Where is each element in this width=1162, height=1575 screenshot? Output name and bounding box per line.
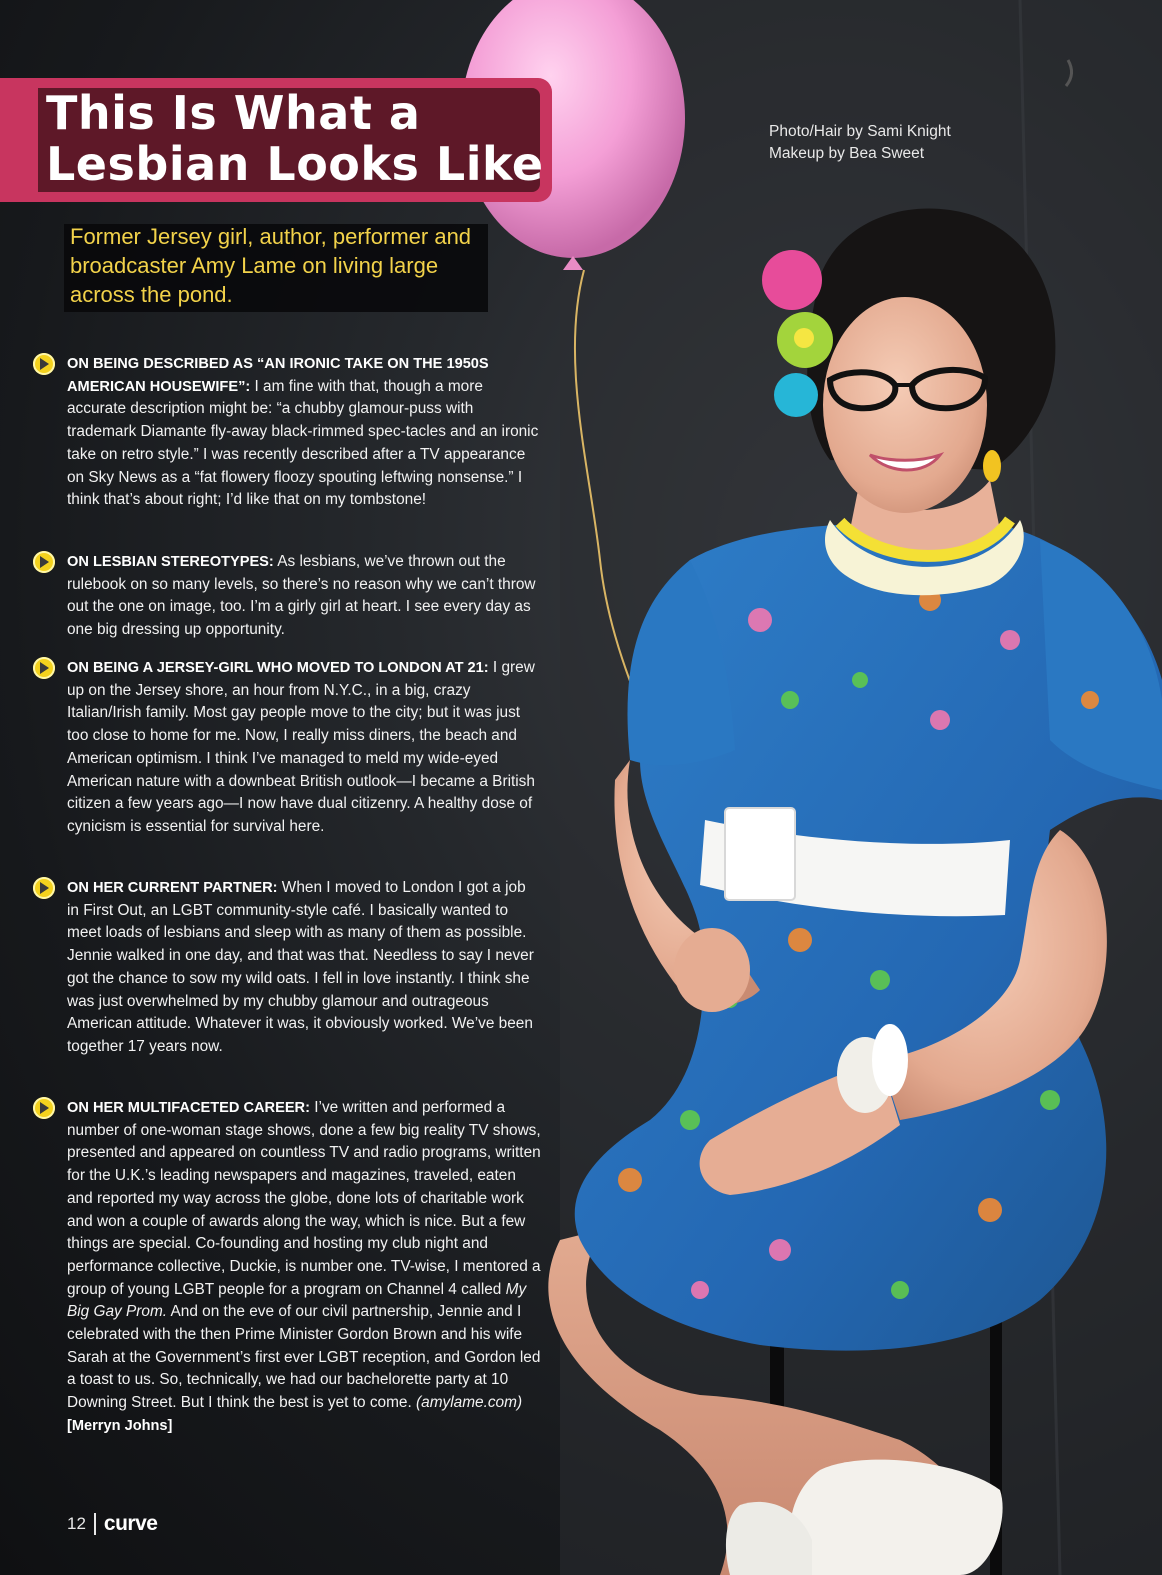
bullet-arrow-icon <box>33 353 55 375</box>
page-footer <box>67 1512 157 1536</box>
article-section-housewife <box>67 353 541 512</box>
section-lead: ON HER MULTIFACETED CAREER: <box>67 1100 310 1116</box>
byline: [Merryn Johns] <box>67 1417 173 1434</box>
website-link[interactable]: (amylame.com) <box>416 1394 523 1412</box>
deck-text: Former Jersey girl, author, performer and broadcaster Amy Lame on living large across the pond. <box>70 224 472 307</box>
section-lead: ON HER CURRENT PARTNER: <box>67 880 278 896</box>
magazine-name: curve <box>103 1512 158 1535</box>
article-section-jersey <box>67 657 541 839</box>
section-lead: ON BEING DESCRIBED AS “AN IRONIC TAKE ON THE 1950S AMERICAN HOUSEWIFE”: <box>67 356 489 395</box>
section-paragraph <box>67 657 541 839</box>
section-body: I am fine with that, though a more accurate description might be: “a chubby glamour-puss with trademark Diamante fly-away black-rimmed spec-tacles and an ironic take on retro style.” I was recently described after a TV appearance on Sky News as a “fat flowery floozy spouting leftwing nonsense.” I think that’s about right; I’d like that on my tombstone! <box>67 377 539 509</box>
bullet-arrow-icon <box>33 1097 55 1119</box>
article-section-career <box>67 1097 541 1438</box>
section-lead: ON BEING A JERSEY-GIRL WHO MOVED TO LONDON AT 21: <box>67 660 489 676</box>
bullet-arrow-icon <box>33 877 55 899</box>
section-body: I’ve written and performed a number of one-woman stage shows, done a few big reality TV shows, presented and appeared on countless TV and radio programs, written for the U.K.’s leading newspapers and magazines, traveled, eaten and reported my way across the globe, done lots of charitable work and won a couple of awards along the way, which is nice. But a few things are special. Co-founding and hosting my club night and performance collective, Duckie, is number one. TV-wise, I mentored a group of young LGBT people for a program on Channel 4 called <box>67 1099 541 1298</box>
title-line-2: Lesbian Looks Like <box>46 137 544 191</box>
page-title <box>46 88 546 190</box>
section-paragraph <box>67 877 541 1059</box>
bullet-arrow-icon <box>33 551 55 573</box>
page-number: 12 <box>67 1514 86 1533</box>
section-lead: ON LESBIAN STEREOTYPES: <box>67 554 274 570</box>
photo-credit-line-2: Makeup by Bea Sweet <box>769 145 925 162</box>
photo-credit <box>769 121 951 165</box>
footer-divider <box>94 1513 96 1535</box>
bullet-arrow-icon <box>33 657 55 679</box>
section-body: I grew up on the Jersey shore, an hour from N.Y.C., in a big, crazy Italian/Irish family. Most gay people move to the city; but it was just too close to home for me. Now, I really miss diners, the beach and American optimism. I think I’ve managed to meld my wide-eyed American nature with a downbeat British outlook—I became a British citizen a few years ago—I now have dual citizenry. A healthy dose of cynicism is essential for survival here. <box>67 659 535 835</box>
section-body: As lesbians, we’ve thrown out the rulebook on so many levels, so there’s no reason why we can’t throw out the one on image, too. I’m a girly girl at heart. I see every day as one big dressing up opportunity. <box>67 553 536 639</box>
article-section-stereotypes <box>67 551 541 642</box>
article-section-partner <box>67 877 541 1059</box>
program-title: My Big Gay Prom. <box>67 1280 527 1321</box>
photo-credit-line-1: Photo/Hair by Sami Knight <box>769 123 951 140</box>
section-body: When I moved to London I got a job in First Out, an LGBT community-style café. I basically wanted to meet loads of lesbians and sleep with as many of them as possible. Jennie walked in one day, and that was that. Needless to say I never got the chance to sow my wild oats. I fell in love instantly. I think she was just overwhelmed by my chubby glamour and outrageous American attitude. Whatever it was, it obviously worked. We’ve been together 17 years now. <box>67 879 534 1055</box>
section-paragraph <box>67 551 541 642</box>
section-paragraph <box>67 1097 541 1438</box>
section-body-continued: And on the eve of our civil partnership, Jennie and I celebrated with the then Prime Minister Gordon Brown and his wife Sarah at the Government’s first ever LGBT reception, and Gordon led a toast to us. So, technically, we had our bachelorette party at 10 Downing Street. But I think the best is yet to come. <box>67 1303 541 1412</box>
title-line-1: This Is What a <box>46 86 421 140</box>
section-paragraph <box>67 353 541 512</box>
